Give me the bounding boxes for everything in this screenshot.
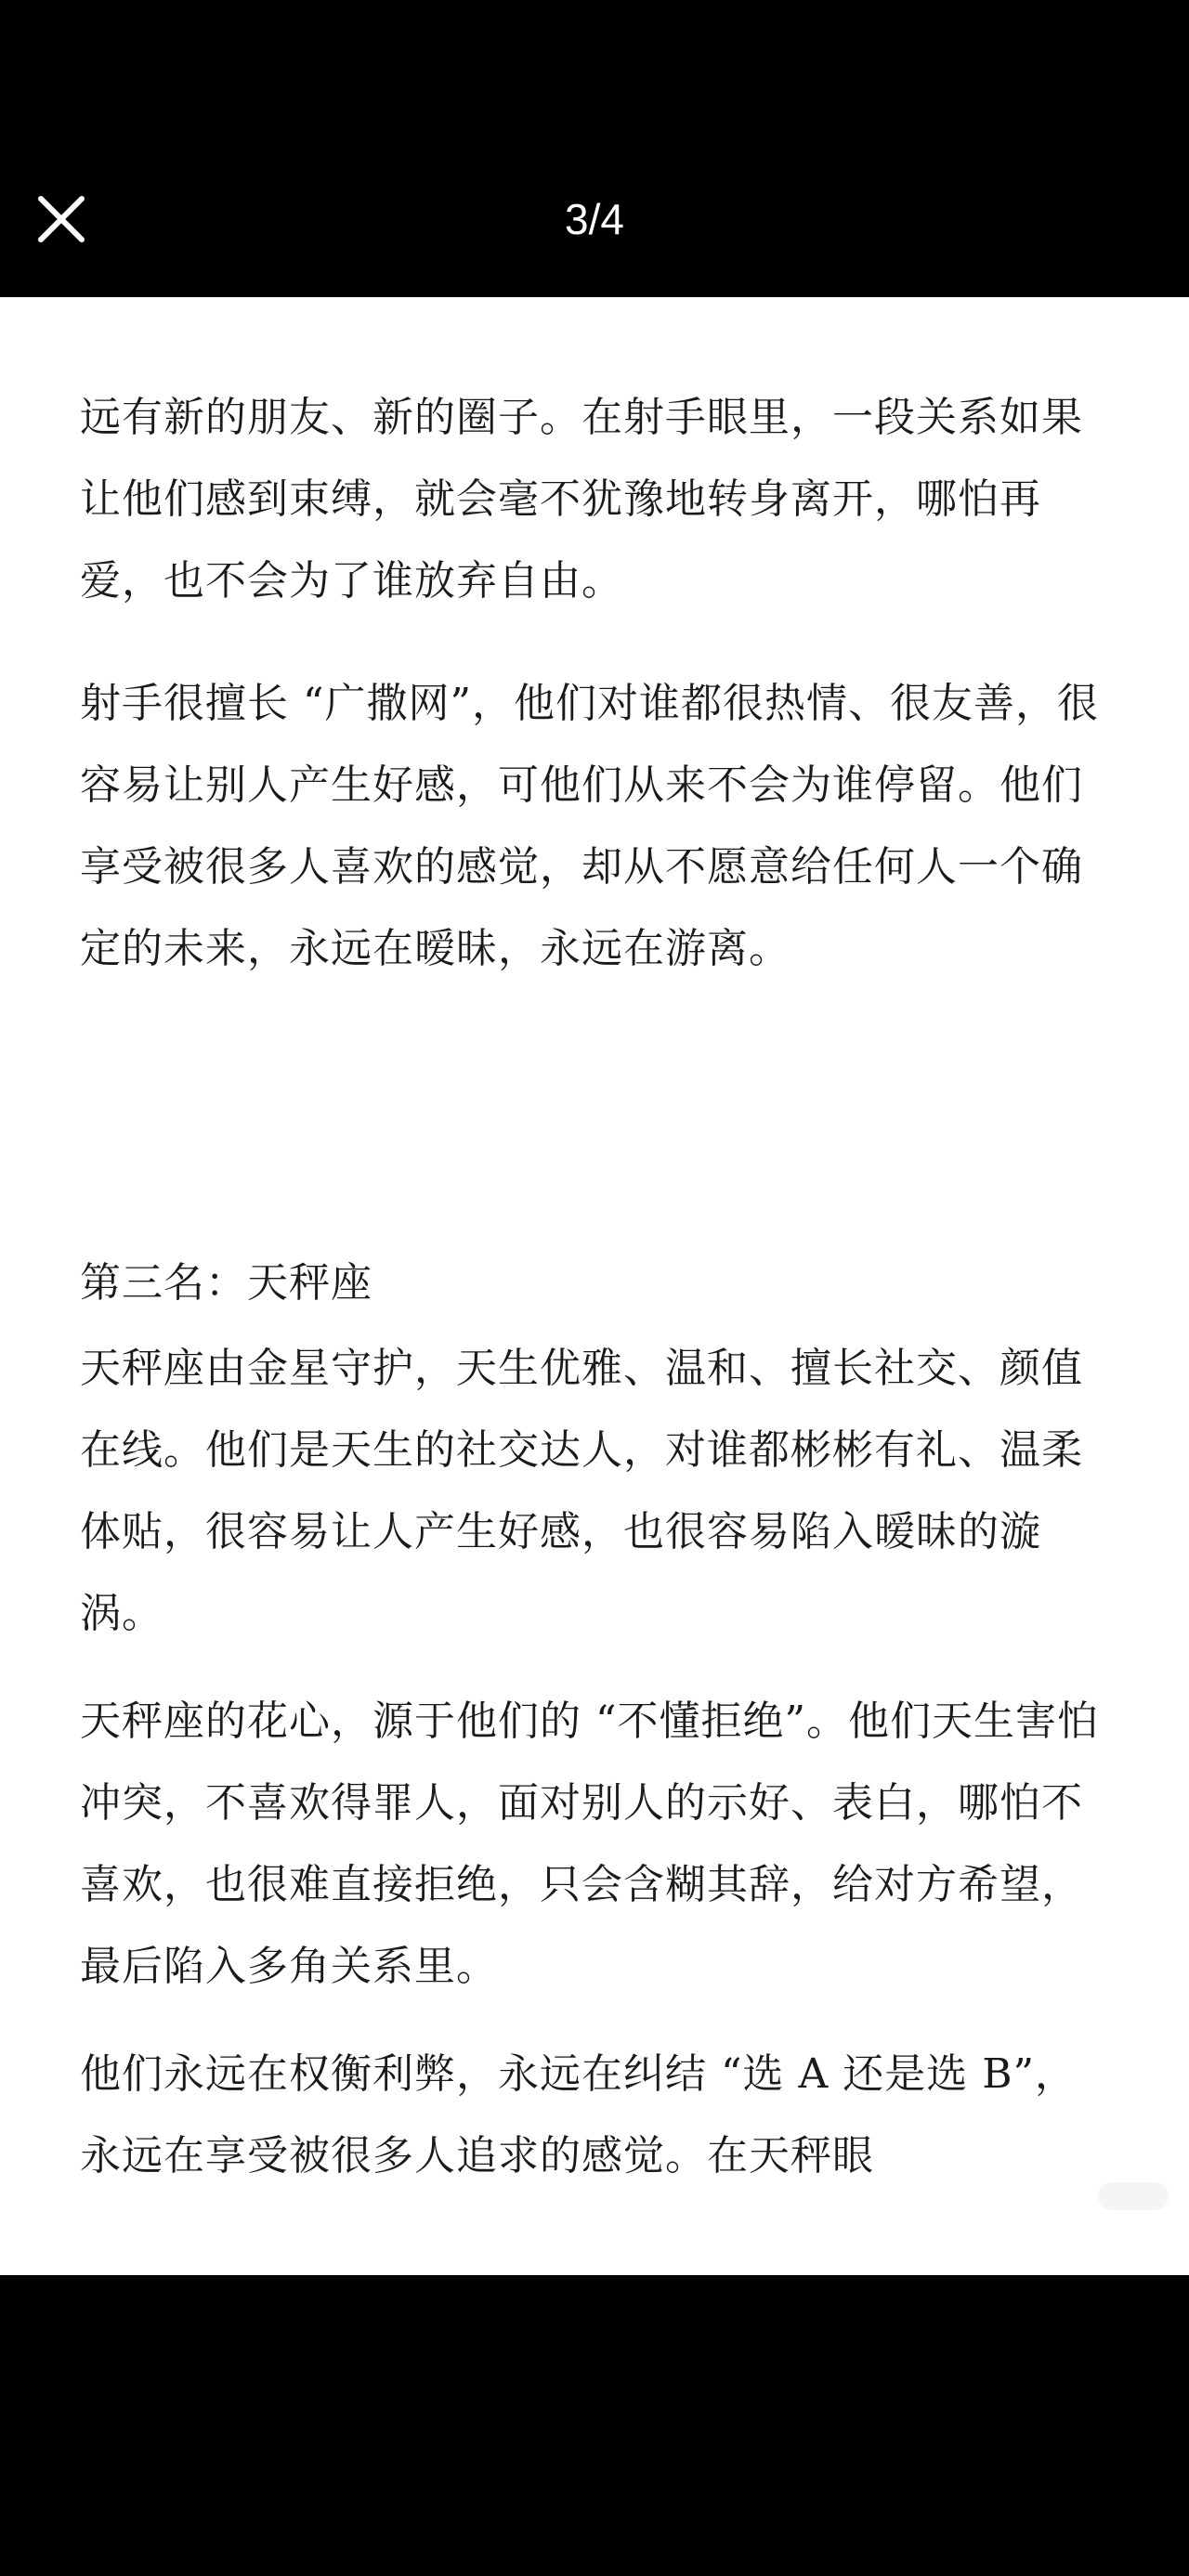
viewer-bottom-bar	[0, 2275, 1189, 2576]
viewer-top-bar	[0, 0, 1189, 297]
article-paragraph: 射手很擅长 “广撒网”，他们对谁都很热情、很友善，很容易让别人产生好感，可他们从来不会为谁停留。他们享受被很多人喜欢的感觉，却从不愿意给任何人一个确定的未来，永远在暧昧，永远在游离。	[80, 680, 1099, 972]
article-paragraph: 远有新的朋友、新的圈子。在射手眼里，一段关系如果让他们感到束缚，就会毫不犹豫地转身离开，哪怕再爱，也不会为了谁放弃自由。	[80, 394, 1083, 605]
section-heading: 第三名：天秤座	[80, 1259, 372, 1307]
article-paragraph: 天秤座由金星守护，天生优雅、温和、擅长社交、颜值在线。他们是天生的社交达人，对谁都彬彬有礼、温柔体贴，很容易让人产生好感，也很容易陷入暧昧的漩涡。	[80, 1345, 1083, 1637]
page-indicator: 3/4	[565, 195, 624, 243]
article-image[interactable]	[0, 297, 1189, 2275]
watermark-logo	[1098, 2182, 1169, 2210]
article-paragraph: 他们永远在权衡利弊，永远在纠结 “选 A 还是选 B”，永远在享受被很多人追求的感觉。在天秤眼	[80, 2050, 1078, 2179]
article-paragraph: 天秤座的花心，源于他们的 “不懂拒绝”。他们天生害怕冲突，不喜欢得罪人，面对别人的示好、表白，哪怕不喜欢，也很难直接拒绝，只会含糊其辞，给对方希望，最后陷入多角关系里。	[80, 1698, 1099, 1990]
